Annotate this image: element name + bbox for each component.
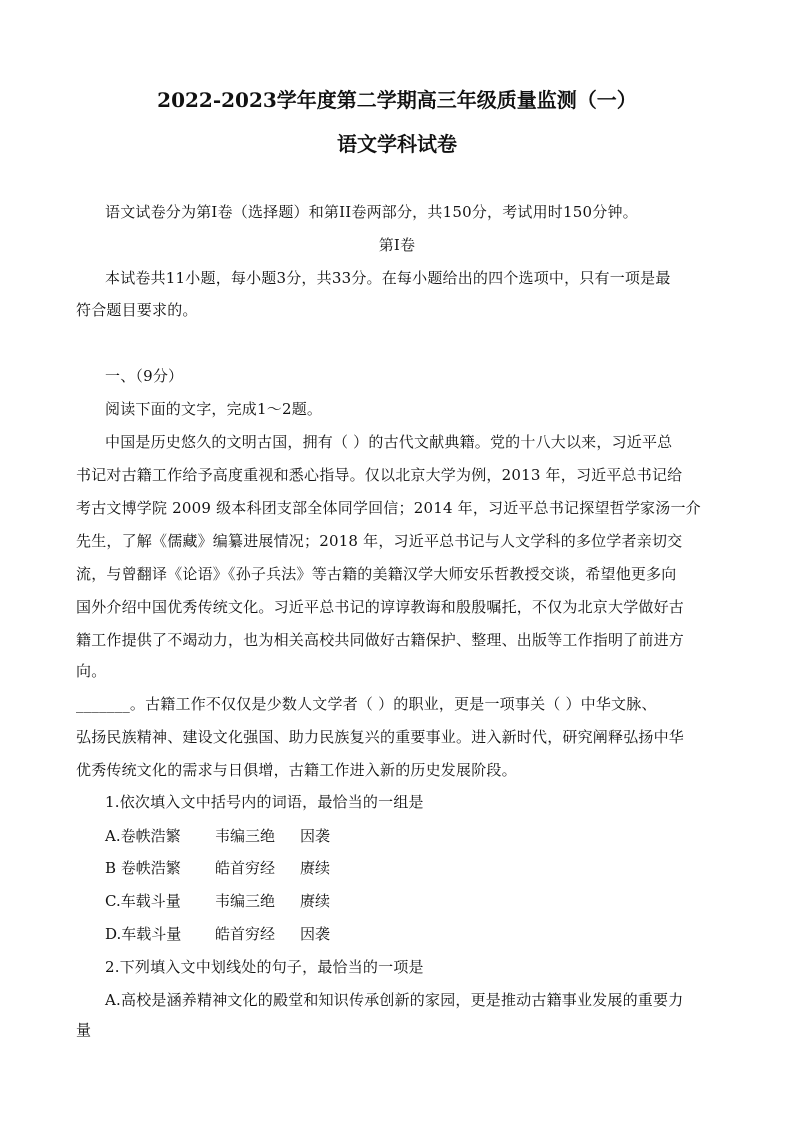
instruction-line-1: 本试卷共11小题，每小题3分，共33分。在每小题给出的四个选项中，只有一项是最: [105, 269, 671, 287]
passage-line: 中国是历史悠久的文明古国，拥有（ ）的古代文献典籍。党的十八大以来，习近平总: [105, 433, 673, 451]
option-word: 韦编三绝: [215, 892, 276, 910]
option-word: 皓首穷经: [215, 925, 276, 943]
option-label: C.车载斗量: [105, 892, 181, 910]
option-word: 因袭: [300, 925, 331, 943]
passage-line: 考古文博学院 2009 级本科团支部全体同学回信；2014 年，习近平总书记探望哲学家汤一介: [76, 499, 701, 517]
passage-line: 弘扬民族精神、建设文化强国、助力民族复兴的重要事业。进入新时代，研究阐释弘扬中华: [76, 728, 685, 746]
passage-line: 籍工作提供了不竭动力，也为相关高校共同做好古籍保护、整理、出版等工作指明了前进方: [76, 631, 685, 649]
option-word: 赓续: [300, 859, 331, 877]
exam-overview-text: 语文试卷分为第I卷（选择题）和第II卷两部分，共150分，考试用时150分钟。: [105, 203, 638, 221]
option-label: D.车载斗量: [105, 925, 182, 943]
option-word: 因袭: [300, 827, 331, 845]
exam-title: 2022-2023学年度第二学期高三年级质量监测（一）: [157, 88, 637, 112]
part-heading: 一、（9分）: [105, 367, 184, 385]
instruction-line-2: 符合题目要求的。: [76, 301, 198, 319]
passage-line: _______。古籍工作不仅仅是少数人文学者（ ）的职业，更是一项事关（ ）中华文脉、: [76, 695, 657, 713]
passage-line: 流，与曾翻译《论语》《孙子兵法》等古籍的美籍汉学大师安乐哲教授交谈，希望他更多向: [76, 565, 677, 583]
option-label: B 卷帙浩繁: [105, 859, 181, 877]
passage-line: 书记对古籍工作给予高度重视和悉心指导。仅以北京大学为例，2013 年，习近平总书记给: [76, 466, 683, 484]
section-title: 第I卷: [378, 236, 416, 254]
passage-line: 优秀传统文化的需求与日俱增，古籍工作进入新的历史发展阶段。: [76, 761, 517, 779]
reading-instruction: 阅读下面的文字，完成1～2题。: [105, 400, 323, 418]
passage-line: 先生，了解《儒藏》编纂进展情况；2018 年，习近平总书记与人文学科的多位学者亲切交: [76, 532, 683, 550]
option-word: 赓续: [300, 892, 331, 910]
passage-line: 向。: [76, 662, 107, 680]
question-2-option-a-line-1: A.高校是涵养精神文化的殿堂和知识传承创新的家园，更是推动古籍事业发展的重要力: [105, 991, 684, 1009]
exam-subtitle: 语文学科试卷: [337, 132, 457, 156]
question-2-stem: 2.下列填入文中划线处的句子，最恰当的一项是: [105, 958, 424, 976]
option-word: 皓首穷经: [215, 859, 276, 877]
option-label: A.卷帙浩繁: [105, 827, 181, 845]
option-word: 韦编三绝: [215, 827, 276, 845]
question-2-option-a-line-2: 量: [76, 1021, 92, 1039]
passage-line: 国外介绍中国优秀传统文化。习近平总书记的谆谆教诲和殷殷嘱托，不仅为北京大学做好古: [76, 598, 685, 616]
question-1-stem: 1.依次填入文中括号内的词语，最恰当的一组是: [105, 793, 424, 811]
